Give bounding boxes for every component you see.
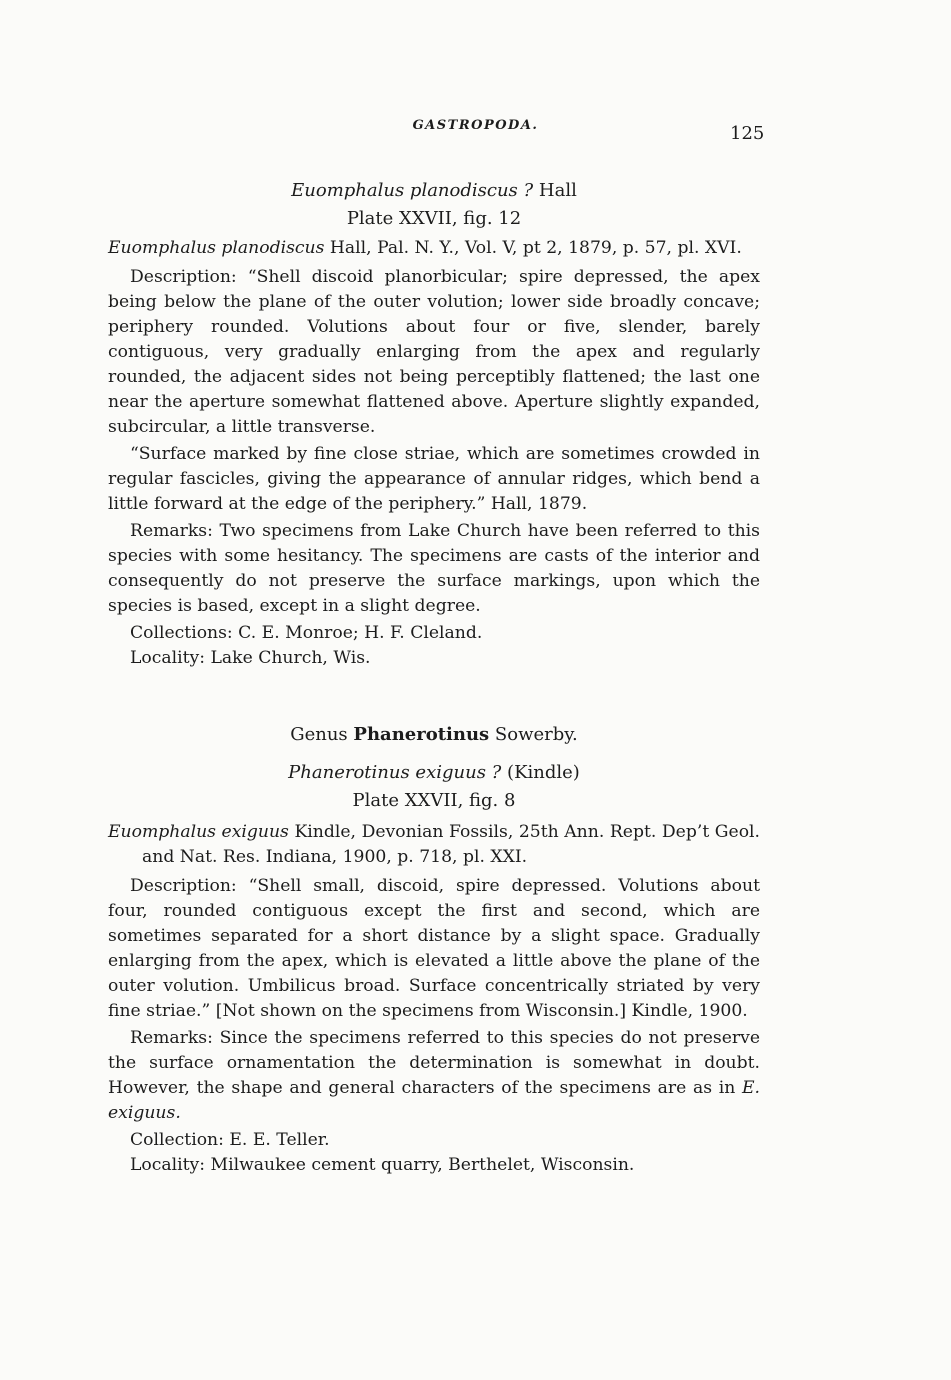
species2-name: Phanerotinus exiguus ? [288, 762, 502, 783]
species1-heading [108, 180, 760, 201]
species2-citation-name: Euomphalus exiguus [108, 822, 289, 842]
species1-citation-text: Hall, Pal. N. Y., Vol. V, pt 2, 1879, p. 57, pl. XVI. [329, 238, 742, 258]
species2-heading [108, 762, 760, 783]
genus-author: Sowerby. [494, 724, 578, 745]
species1-collections: Collections: C. E. Monroe; H. F. Cleland. [130, 623, 483, 643]
species1-plate: Plate XXVII, fig. 12 [346, 208, 522, 229]
species1-author: Hall [538, 180, 577, 201]
page-number: 125 [730, 123, 765, 144]
species2-remarks-text: Remarks: Since the specimens referred to this species do not preserve the surface ornamentation the determination is somewhat in doubt. However, the shape and general characters of the specimens are as in [108, 1028, 760, 1098]
species2-author: (Kindle) [507, 762, 580, 783]
species1-citation-name: Euomphalus planodiscus [108, 238, 325, 258]
species2-remarks [108, 1026, 760, 1126]
species1-name: Euomphalus planodiscus ? [291, 180, 534, 201]
species2-remarks-species: E. exiguus. [108, 1078, 760, 1123]
species2-citation-text: Kindle, Devonian Fossils, 25th Ann. Rept. Dep’t Geol. and Nat. Res. Indiana, 1900, p. 718, pl. XXI. [142, 822, 761, 867]
species1-body [108, 236, 760, 671]
species2-plate: Plate XXVII, fig. 8 [352, 790, 516, 811]
species1-citation [108, 236, 760, 261]
species1-locality: Locality: Lake Church, Wis. [130, 648, 371, 668]
genus-heading [108, 724, 760, 745]
running-title: GASTROPODA. [412, 118, 539, 133]
species2-body [108, 820, 760, 1178]
genus-prefix: Genus [290, 724, 348, 745]
species1-description: Description: “Shell discoid planorbicular; spire depressed, the apex being below the plane of the outer volution; lower side broadly concave; periphery rounded. Volutions about four or five, slender, barely contiguous, very gradually enlarging from the apex and regularly rounded, the adjacent sides not being perceptibly flattened; the last one near the aperture somewhat flattened above. Aperture slightly expanded, subcircular, a little transverse. [108, 267, 760, 437]
species2-locality: Locality: Milwaukee cement quarry, Berthelet, Wisconsin. [130, 1155, 635, 1175]
species2-description: Description: “Shell small, discoid, spire depressed. Volutions about four, rounded contiguous except the first and second, which are sometimes separated for a short distance by a slight space. Gradually enlarging from the apex, which is elevated a little above the plane of the outer volution. Umbilicus broad. Surface concentrically striated by very fine striae.” [Not shown on the specimens from Wisconsin.] Kindle, 1900. [108, 876, 760, 1021]
species2-citation [108, 820, 760, 870]
genus-name: Phanerotinus [353, 724, 490, 745]
species1-remarks: Remarks: Two specimens from Lake Church have been referred to this species with some hesitancy. The specimens are casts of the interior and consequently do not preserve the surface markings, upon which the species is based, except in a slight degree. [108, 521, 760, 616]
species2-collection: Collection: E. E. Teller. [130, 1130, 330, 1150]
species1-surface: “Surface marked by fine close striae, which are sometimes crowded in regular fascicles, giving the appearance of annular ridges, which bend a little forward at the edge of the periphery.” Hall, 1879. [108, 444, 760, 514]
